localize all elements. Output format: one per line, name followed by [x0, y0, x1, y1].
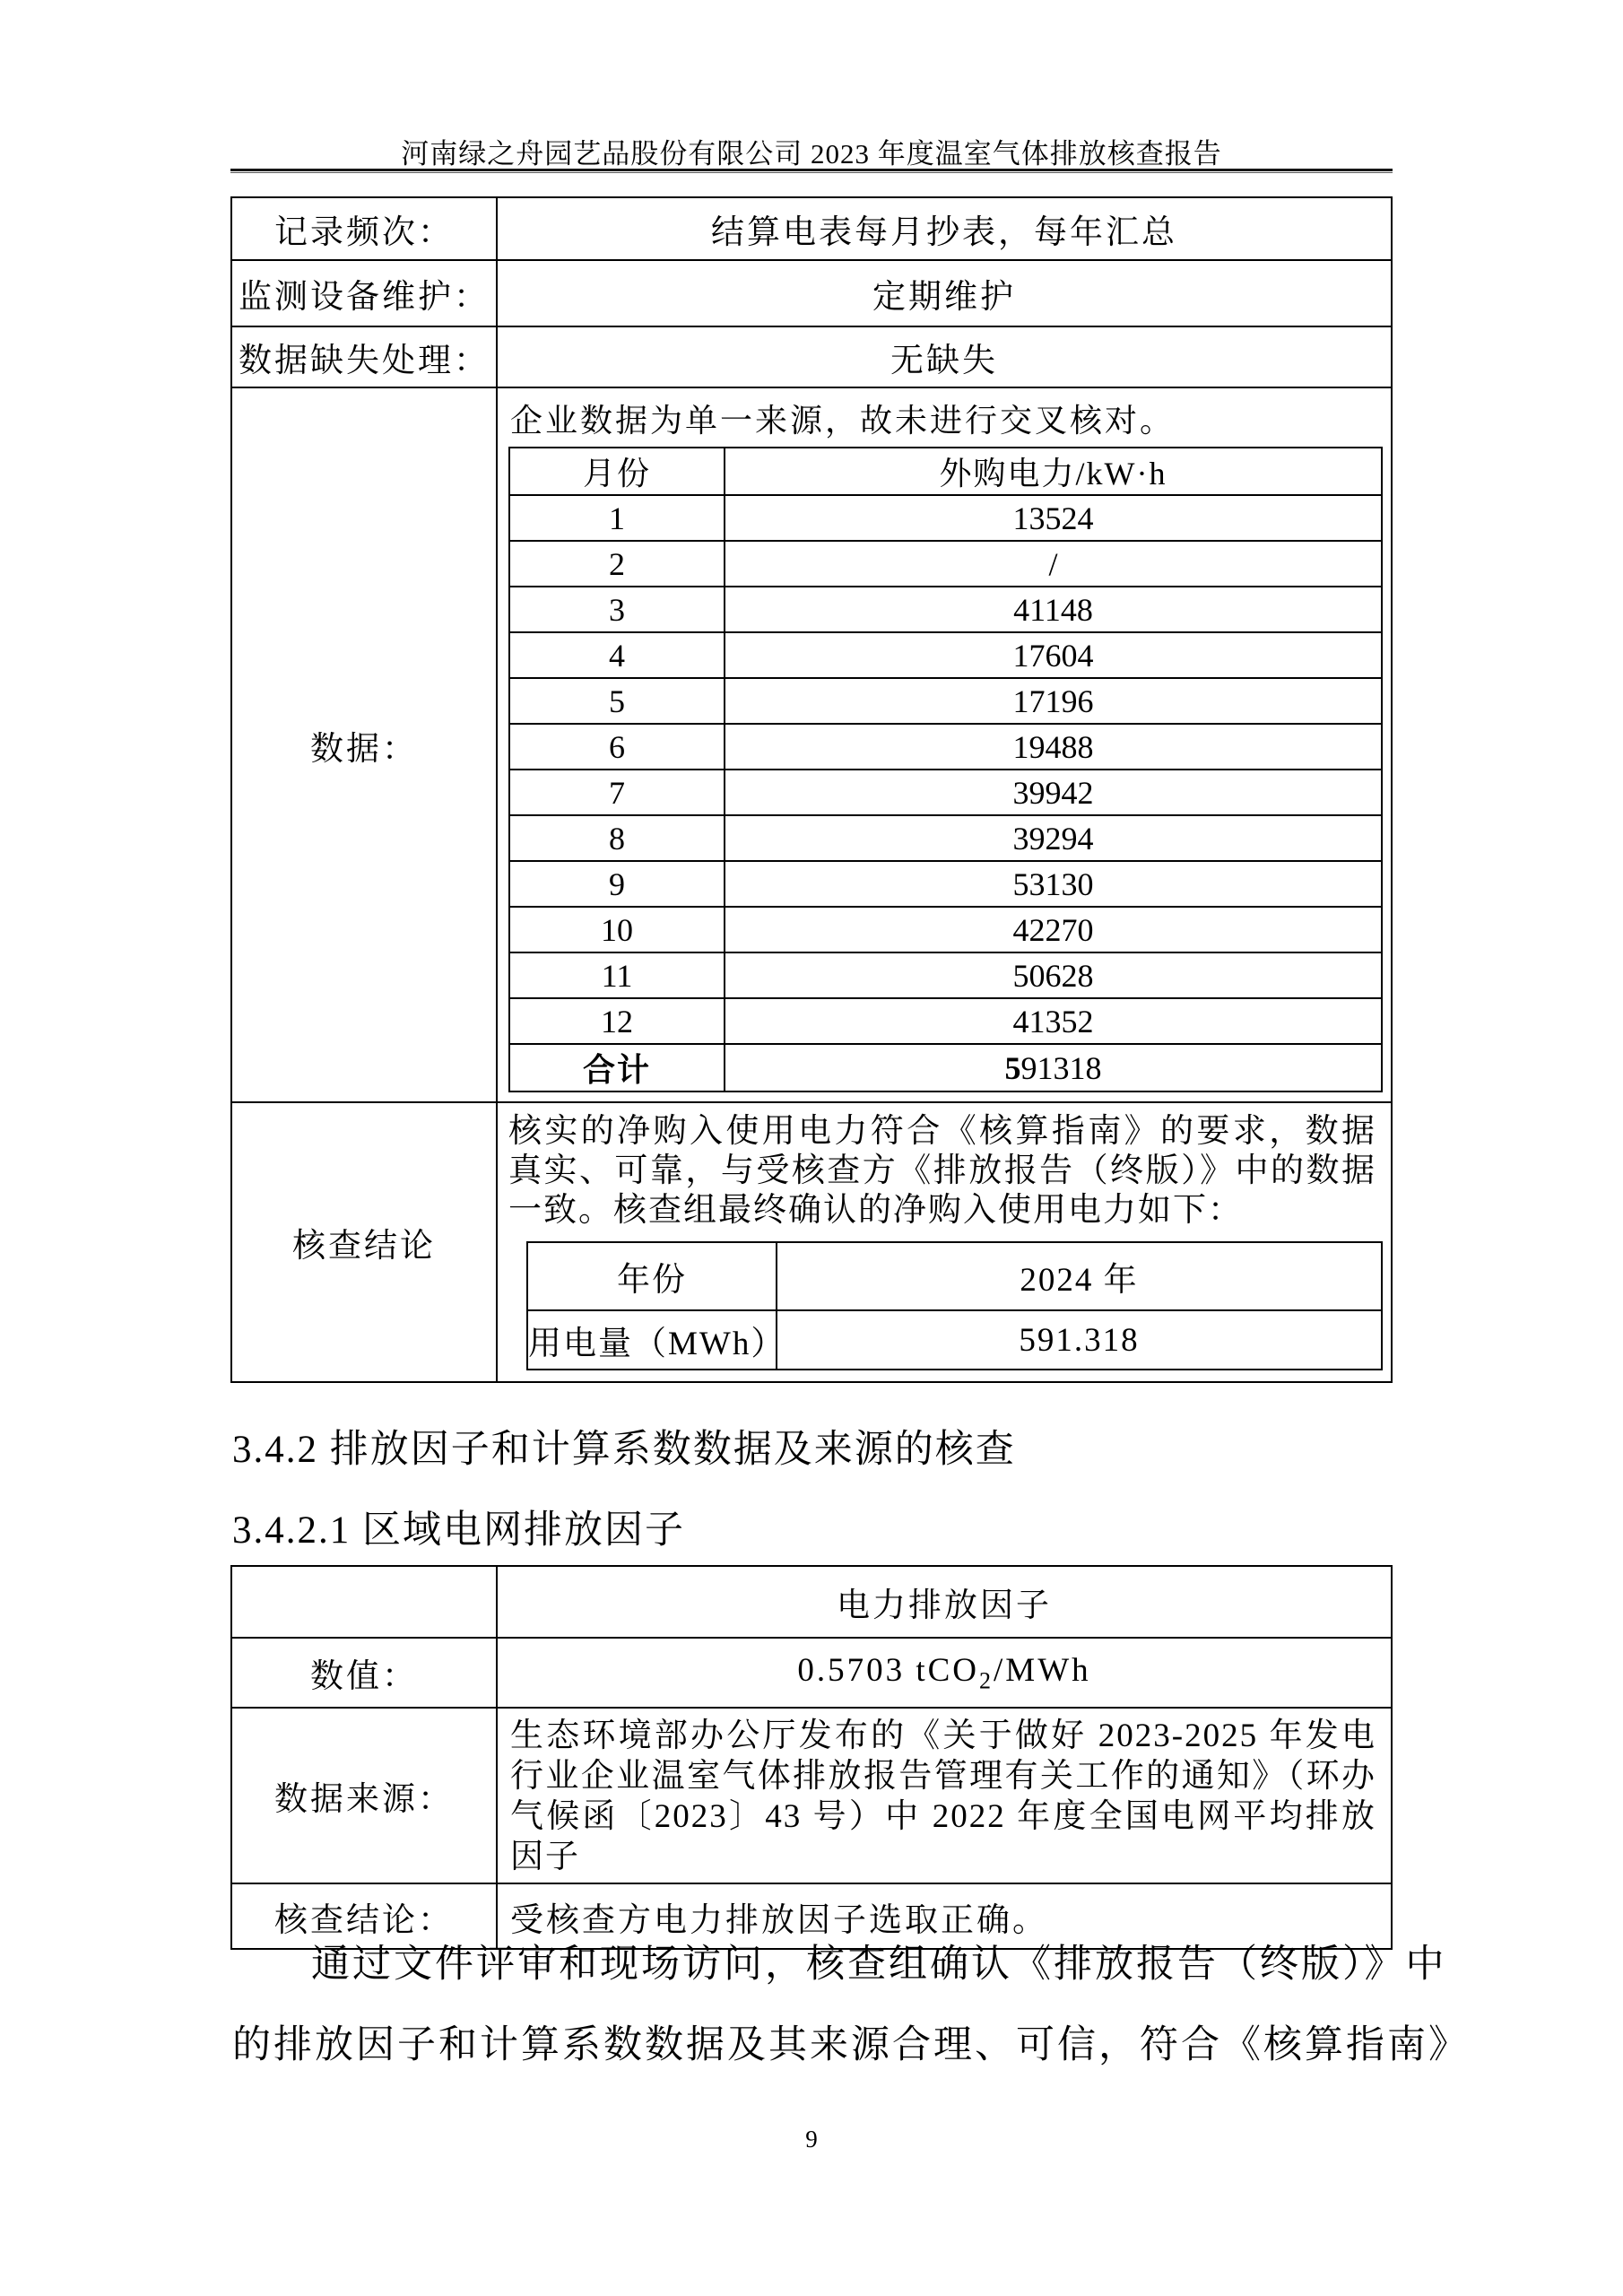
confirmed-usage-table: [526, 1241, 1383, 1370]
factor-conclusion-label: 核查结论：: [231, 1883, 497, 1949]
verification-conclusion-label: 核查结论: [231, 1102, 497, 1382]
emission-factor-table: [230, 1565, 1393, 1950]
table-row-conclusion: [231, 1102, 1392, 1382]
year-label: 年份: [527, 1242, 777, 1310]
value-cell: 39294: [725, 815, 1382, 861]
data-source-cell: [497, 1708, 1392, 1883]
month-cell: 7: [509, 770, 725, 815]
value-cell: 39942: [725, 770, 1382, 815]
factor-value: [497, 1638, 1392, 1708]
table-row: [509, 632, 1382, 678]
data-source-label: 数据来源：: [231, 1708, 497, 1883]
usage-value: 591.318: [777, 1310, 1382, 1370]
factor-value-label: 数值：: [231, 1638, 497, 1708]
table-total-row: [509, 1044, 1382, 1091]
total-value: 591318: [725, 1044, 1382, 1091]
factor-value-suffix: /MWh: [994, 1651, 1091, 1689]
value-cell: 19488: [725, 724, 1382, 770]
table-row: [527, 1310, 1382, 1370]
table-row: [509, 770, 1382, 815]
section-heading-3421: 3.4.2.1 区域电网排放因子: [232, 1509, 685, 1552]
factor-value-prefix: 0.5703 tCO: [797, 1651, 980, 1689]
value-cell: 53130: [725, 861, 1382, 907]
document-header-title: 河南绿之舟园艺品股份有限公司 2023 年度温室气体排放核查报告: [401, 138, 1222, 170]
table-row-data: [231, 387, 1392, 1102]
monthly-electricity-table: [508, 447, 1383, 1092]
table-row: [509, 861, 1382, 907]
value-cell: 41148: [725, 587, 1382, 632]
factor-conclusion-value: 受核查方电力排放因子选取正确。: [497, 1883, 1392, 1949]
record-frequency-label: 记录频次：: [231, 197, 497, 260]
section-heading-342: 3.4.2 排放因子和计算系数数据及来源的核查: [232, 1429, 1016, 1471]
table-row: [509, 678, 1382, 724]
emission-factor-header: 电力排放因子: [497, 1566, 1392, 1638]
month-cell: 9: [509, 861, 725, 907]
usage-label: 用电量（MWh）: [527, 1310, 777, 1370]
device-maintenance-value: 定期维护: [497, 260, 1392, 326]
month-cell: 3: [509, 587, 725, 632]
table-row: [231, 1638, 1392, 1708]
month-column-header: 月份: [509, 448, 725, 495]
monitoring-data-table: [230, 196, 1393, 1383]
verification-conclusion-text: 核实的净购入使用电力符合《核算指南》的要求，数据真实、可靠，与受核查方《排放报告（终版）》中的数据一致。核查组最终确认的净购入使用电力如下：: [508, 1113, 1376, 1229]
factor-value-subscript: 2: [979, 1667, 994, 1694]
table-row: [509, 587, 1382, 632]
table-header-row: [509, 448, 1382, 495]
data-label: 数据：: [231, 387, 497, 1102]
data-source-note: 企业数据为单一来源，故未进行交叉核对。: [510, 403, 1176, 439]
table-row: [509, 815, 1382, 861]
table-row: [231, 326, 1392, 387]
month-cell: 5: [509, 678, 725, 724]
value-cell: 50628: [725, 952, 1382, 998]
record-frequency-value: 结算电表每月抄表，每年汇总: [497, 197, 1392, 260]
month-cell: 8: [509, 815, 725, 861]
table-row: [509, 907, 1382, 952]
value-cell: 17196: [725, 678, 1382, 724]
month-cell: 12: [509, 998, 725, 1044]
year-value: 2024 年: [777, 1242, 1382, 1310]
verification-conclusion-cell: [497, 1102, 1392, 1382]
missing-data-label: 数据缺失处理：: [231, 326, 497, 387]
value-cell: 13524: [725, 495, 1382, 541]
table-row: [509, 541, 1382, 587]
month-cell: 6: [509, 724, 725, 770]
empty-cell: [231, 1566, 497, 1638]
month-cell: 11: [509, 952, 725, 998]
device-maintenance-label: 监测设备维护：: [231, 260, 497, 326]
table-row: [509, 998, 1382, 1044]
table-header-row: [231, 1566, 1392, 1638]
table-row: [509, 724, 1382, 770]
table-row: [231, 1708, 1392, 1883]
month-cell: 4: [509, 632, 725, 678]
paragraph-line: 的排放因子和计算系数数据及其来源合理、可信，符合《核算指南》: [232, 2024, 1470, 2066]
table-row: [231, 260, 1392, 326]
paragraph-line: 通过文件评审和现场访问，核查组确认《排放报告（终版）》中: [311, 1944, 1447, 1986]
value-cell: 17604: [725, 632, 1382, 678]
month-cell: 2: [509, 541, 725, 587]
value-cell: 42270: [725, 907, 1382, 952]
month-cell: 10: [509, 907, 725, 952]
table-row: [509, 952, 1382, 998]
missing-data-value: 无缺失: [497, 326, 1392, 387]
electricity-column-header: 外购电力/kW·h: [725, 448, 1382, 495]
value-cell: 41352: [725, 998, 1382, 1044]
total-label: 合计: [509, 1044, 725, 1091]
data-cell: [497, 387, 1392, 1102]
month-cell: 1: [509, 495, 725, 541]
page-number: 9: [805, 2126, 818, 2152]
table-row: [509, 495, 1382, 541]
data-source-text: 生态环境部办公厅发布的《关于做好 2023-2025 年发电行业企业温室气体排放报告管理有关工作的通知》（环办气候函〔2023〕43 号）中 2022 年度全国电网平均排放因子: [510, 1718, 1376, 1875]
table-row: [231, 197, 1392, 260]
value-cell: /: [725, 541, 1382, 587]
closing-paragraph: [232, 1925, 1470, 2086]
header-divider-line: [230, 169, 1393, 173]
table-row: [527, 1242, 1382, 1310]
